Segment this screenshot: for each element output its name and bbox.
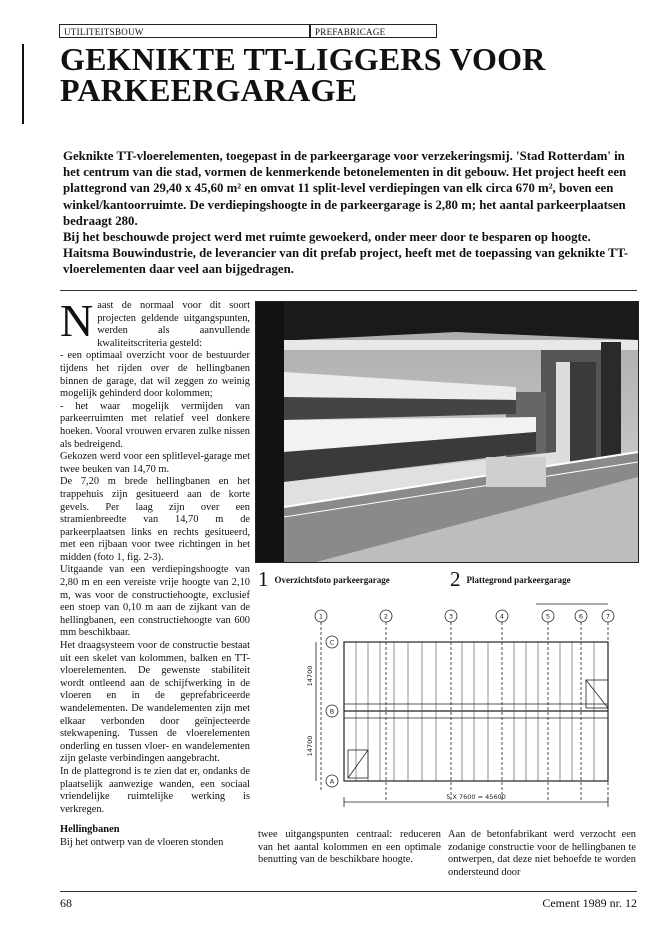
axis-label: 2 <box>383 612 389 621</box>
caption-number: 1 <box>258 567 269 591</box>
caption-photo <box>258 567 390 592</box>
column-3: Aan de betonfabrikant werd verzocht een zodanige constructie voor de hellingbanen te ontwerpen, dat deze niet behoefde te worden ondersteund door <box>448 829 636 878</box>
overview-photo <box>255 301 639 563</box>
body-paragraph: - het waar mogelijk vermijden van parkeerruimten met relatief veel donkere hoeken. Vooral vrouwen ervaren zulke nissen als bedreigend. <box>60 400 250 450</box>
intro-rule <box>60 290 637 291</box>
body-paragraph: aast de normaal voor dit soort projecten geldende uitgangspunten, werden als aanvullende kwaliteitscriteria gesteld: <box>97 300 250 349</box>
caption-plan <box>450 567 571 592</box>
axis-label: B <box>329 707 335 716</box>
axis-label: A <box>329 777 335 786</box>
intro-paragraph-2: Bij het beschouwde project werd met ruimte gewoekerd, onder meer door te besparen op hoogte. Haitsma Bouwindustrie, de leverancier van dit prefab project, heeft met de toepassing van geknikte TT-vloerelementen daar veel aan bijgedragen. <box>63 230 629 277</box>
dimension-label: 14700 <box>306 735 314 757</box>
caption-text: Plattegrond parkeergarage <box>466 575 571 585</box>
axis-label: 6 <box>578 612 584 621</box>
footer-rule <box>60 891 637 892</box>
axis-label: 1 <box>318 612 324 621</box>
title-rule <box>22 44 24 124</box>
axis-label: C <box>329 638 335 647</box>
body-paragraph: Het draagsysteem voor de constructie bestaat uit een skelet van kolommen, balken en TT-vloerelementen. De gewenste stabiliteit wordt ontleend aan de schijfwerking in de vloeren en in de geprefabriceerde wandelementen. De wandelementen zijn met elkaar verbonden door geïnjecteerde stekwapening. Tussen de vloerelementen onderling en tussen vloer- en wandelementen zijn gelaste verbindingen aangebracht. <box>60 640 250 765</box>
axis-label: 3 <box>448 612 454 621</box>
title-line-2: PARKEERGARAGE <box>60 72 358 108</box>
body-paragraph: In de plattegrond is te zien dat er, ondanks de plaatselijk aanwezige wanden, een sociaal vriendelijke ruimtelijke werking is verkregen. <box>60 765 250 815</box>
body-paragraph: Bij het ontwerp van de vloeren stonden <box>60 836 224 848</box>
photo-illustration <box>256 302 638 562</box>
section-tag-left: UTILITEITSBOUW <box>59 24 310 38</box>
intro-paragraph-1: Geknikte TT-vloerelementen, toegepast in de parkeergarage voor verzekeringsmij. 'Stad Rotterdam' in het centrum van die stad, vormen de kenmerkende betonelementen in dit gebouw. Het project heeft een plattegrond van 29,40 x 45,60 m² en omvat 11 split-level verdiepingen van elk circa 670 m², boven een winkel/kantoorruimte. De verdiepingshoogte in de parkeergarage is 2,80 m; het aantal parkeerplaatsen bedraagt 280. <box>63 149 627 228</box>
subheading-hellingbanen: Hellingbanen <box>60 824 120 836</box>
intro-lead <box>63 148 633 278</box>
floor-plan-drawing <box>296 600 616 815</box>
axis-label: 7 <box>605 612 611 621</box>
journal-issue: Cement 1989 nr. 12 <box>542 896 637 910</box>
dimension-label: 14700 <box>306 665 314 687</box>
caption-number: 2 <box>450 567 461 591</box>
column-2: twee uitgangspunten centraal: reduceren van het aantal kolommen en een optimale benutting van de beschikbare hoogte. <box>258 829 441 866</box>
axis-label: 5 <box>545 612 551 621</box>
caption-text: Overzichtsfoto parkeergarage <box>274 575 390 585</box>
body-paragraph: - een optimaal overzicht voor de bestuurder tijdens het rijden over de hellingbanen binnen de garage, dat wil zeggen zo weinig mogelijk gehinderd door kolommen; <box>60 350 250 400</box>
section-tag-right: PREFABRICAGE <box>310 24 437 38</box>
title-line-1: GEKNIKTE TT-LIGGERS VOOR <box>60 41 546 77</box>
axis-label: 4 <box>499 612 505 621</box>
article-title <box>60 41 640 108</box>
drop-cap: N <box>60 295 94 346</box>
body-paragraph: De 7,20 m brede hellingbanen en het trappehuis zijn gesitueerd aan de korte gevels. Per laag zijn over een stramienbreedte van 14,70 m de parkeerplaatsen links en rechts gesitueerd, met een rijbaan voor twee richtingen in het midden (foto 1, fig. 2-3). <box>60 476 250 563</box>
page-number: 68 <box>60 896 72 910</box>
body-paragraph: Uitgaande van een verdiepingshoogte van 2,80 m en een vereiste vrije hoogte van 2,10 m, was voor de constructiehoogte, exclusief een stoep van 0,10 m aan de zijkant van de hellingbanen, een constructiehoogte van 600 mm beschikbaar. <box>60 564 250 639</box>
dimension-label: 5 X 7600 = 45600 <box>446 793 506 801</box>
body-paragraph: Gekozen werd voor een splitlevel-garage met twee beuken van 14,70 m. <box>60 451 250 475</box>
column-1 <box>60 295 250 850</box>
